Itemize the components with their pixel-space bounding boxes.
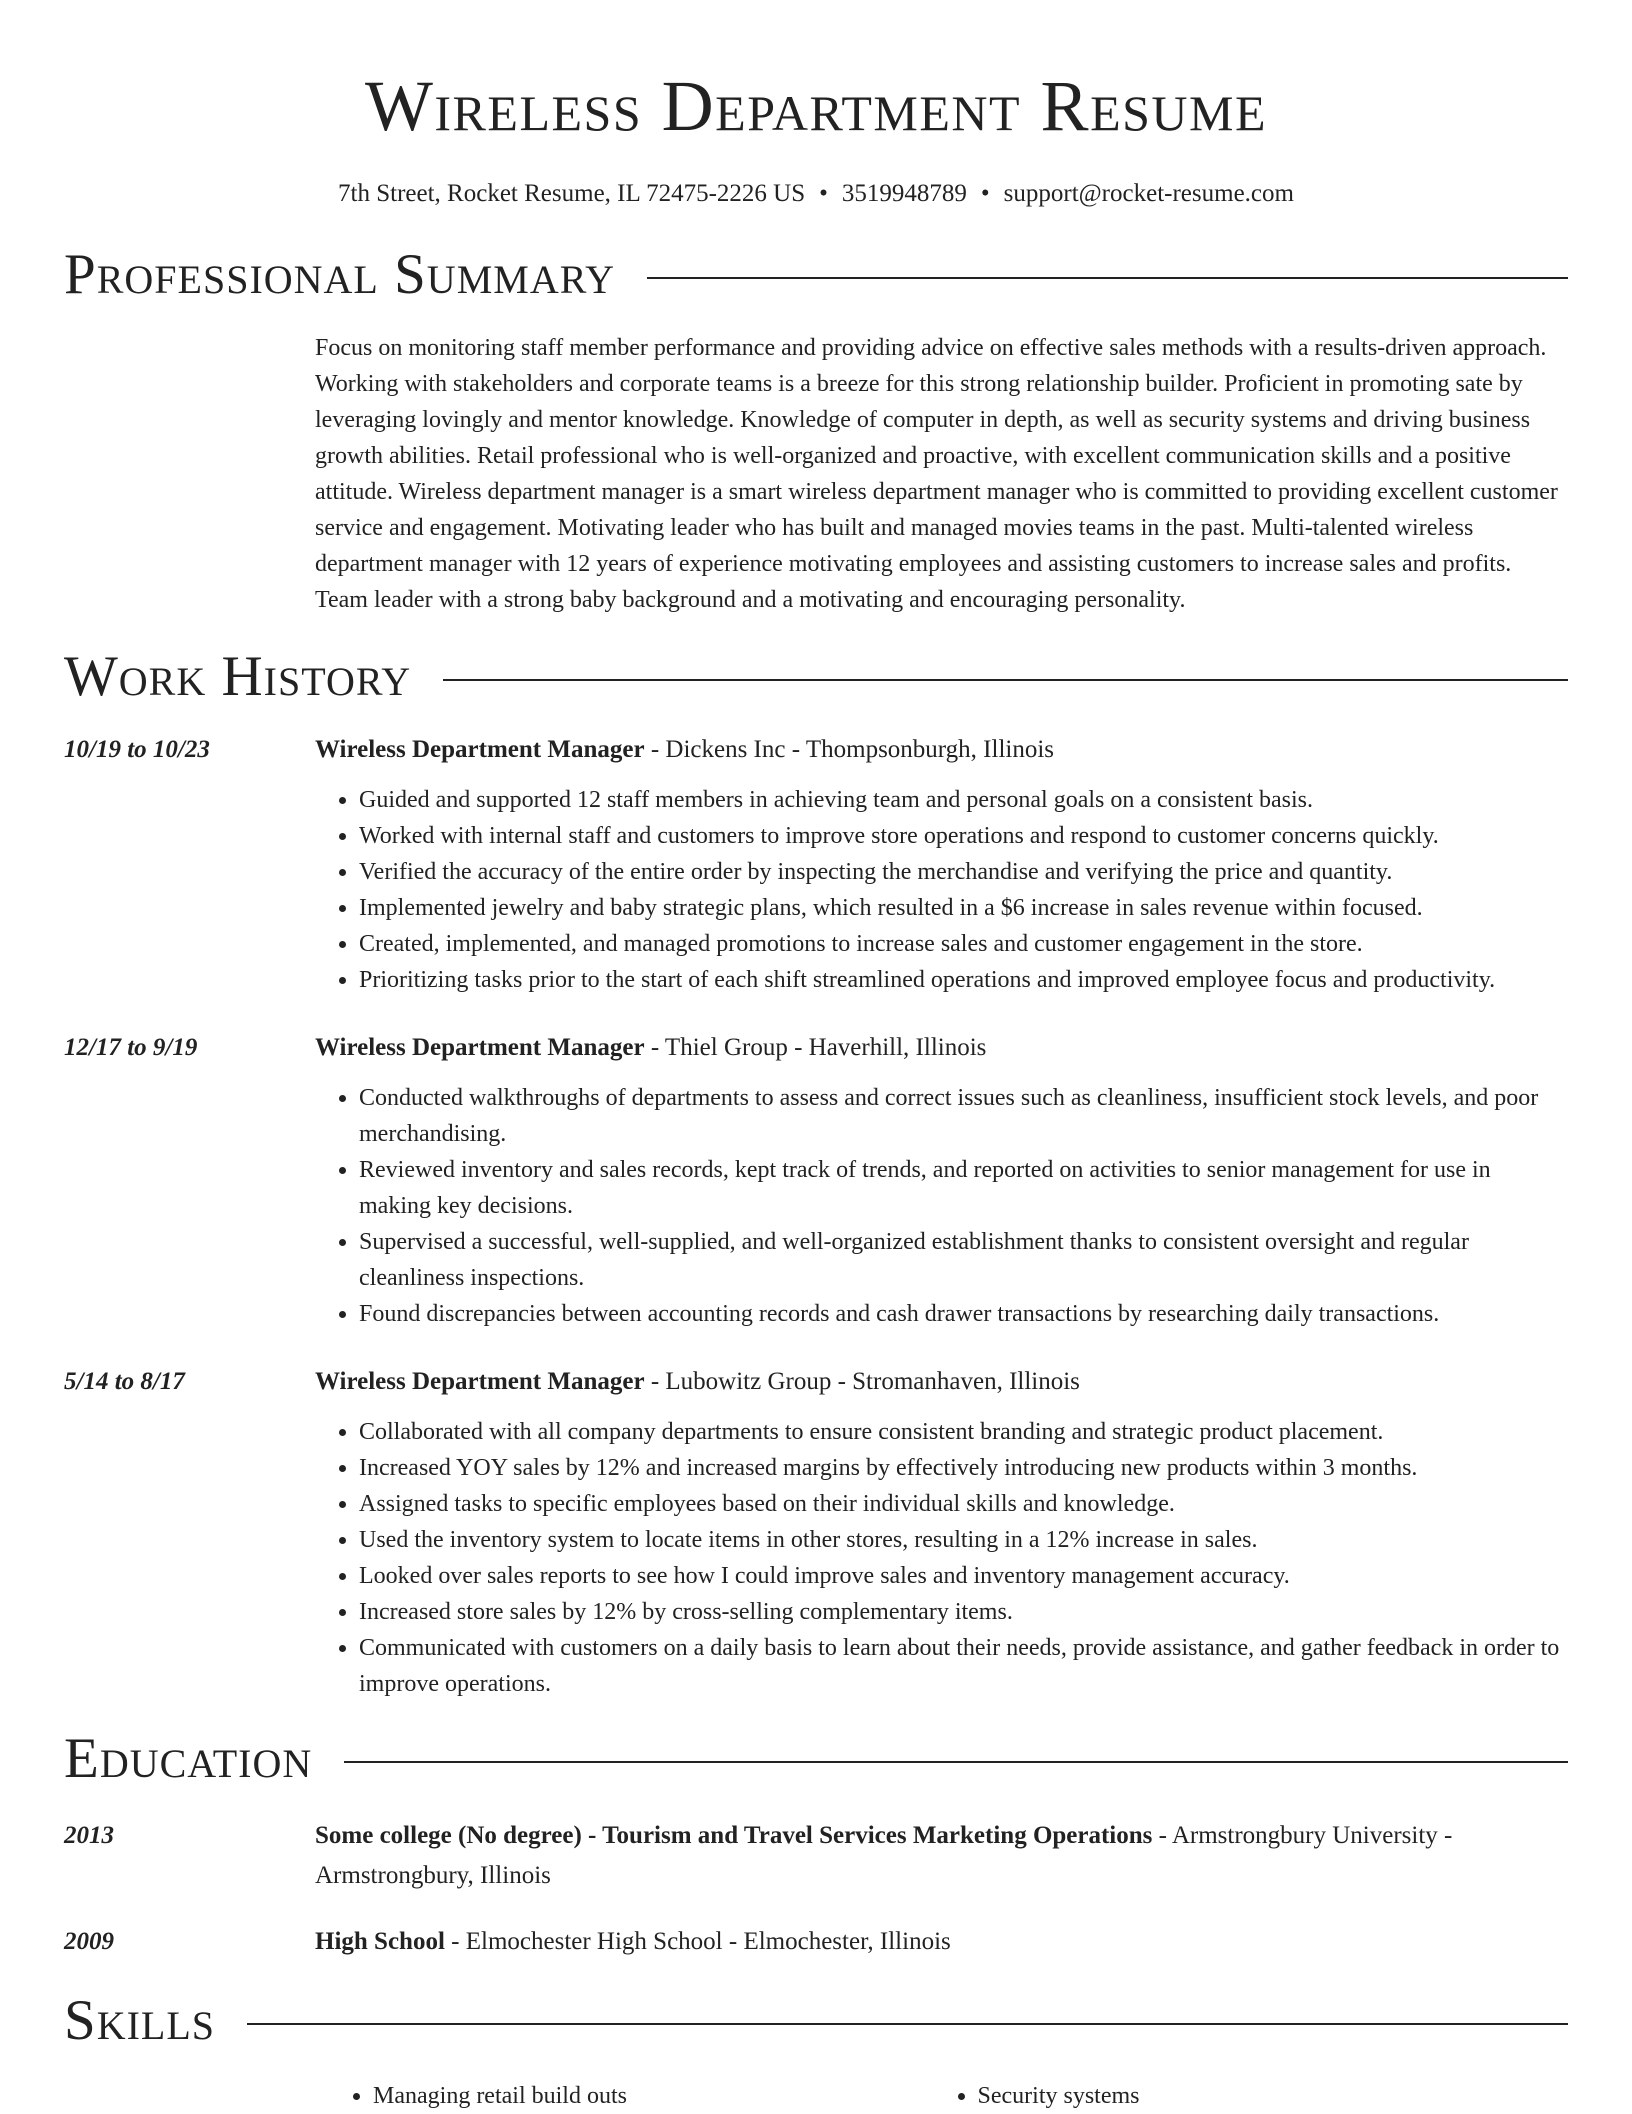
section-title: Work History [64,645,412,708]
education-year: 2013 [64,1822,114,1849]
skill-item: • Managing retail build outs [373,2078,964,2114]
summary-section-header [64,240,1568,310]
job-heading [315,1028,1568,1068]
education-entry [64,1922,1568,1962]
job-details: - Dickens Inc - Thompsonburgh, Illinois [644,736,1055,763]
email: support@rocket-resume.com [1003,180,1294,207]
job-bullets [315,1414,1568,1702]
skills-section-header [64,1986,1568,2056]
list-item: • Found discrepancies between accounting records and cash drawer transactions by researching daily transactions. [359,1296,1568,1332]
education-degree: High School [315,1928,445,1955]
job-role: Wireless Department Manager [315,736,645,763]
list-item: • Verified the accuracy of the entire order by inspecting the merchandise and verifying the price and quantity. [359,854,1568,890]
section-title: Education [64,1727,313,1790]
list-item: • Increased store sales by 12% by cross-selling complementary items. [359,1594,1568,1630]
section-divider [443,679,1568,681]
list-item: • Implemented jewelry and baby strategic plans, which resulted in a $6 increase in sales revenue within focused. [359,890,1568,926]
phone: 3519948789 [841,180,967,207]
education-school: - Elmochester High School - Elmochester, Illinois [444,1928,951,1955]
job-entry [64,730,1568,998]
separator: • [819,180,828,207]
list-item: • Collaborated with all company departments to ensure consistent branding and strategic product placement. [359,1414,1568,1450]
job-details: - Lubowitz Group - Stromanhaven, Illinois [644,1368,1080,1395]
section-title: Skills [64,1989,216,2052]
section-divider [344,1761,1568,1763]
list-item: • Created, implemented, and managed promotions to increase sales and customer engagement in the store. [359,926,1568,962]
list-item: • Conducted walkthroughs of departments to assess and correct issues such as cleanliness, insufficient stock levels, and poor merchandising. [359,1080,1568,1152]
summary-row [64,330,1568,618]
section-divider [647,277,1568,279]
list-item: • Looked over sales reports to see how I could improve sales and inventory management accuracy. [359,1558,1568,1594]
section-title: Professional Summary [64,243,616,306]
section-divider [247,2023,1568,2025]
contact-line [64,178,1568,210]
job-dates: 5/14 to 8/17 [64,1368,185,1395]
list-item: • Guided and supported 12 staff members in achieving team and personal goals on a consistent basis. [359,782,1568,818]
list-item: • Assigned tasks to specific employees based on their individual skills and knowledge. [359,1486,1568,1522]
list-item: • Communicated with customers on a daily basis to learn about their needs, provide assistance, and gather feedback in order to improve operations. [359,1630,1568,1702]
education-degree: Some college (No degree) - Tourism and Travel Services Marketing Operations [315,1822,1153,1849]
separator: • [980,180,990,207]
summary-text: Focus on monitoring staff member performance and providing advice on effective sales methods with a results-driven approach. Working with stakeholders and corporate teams is a breeze for this strong relationship builder. Proficient in promoting sate by leveraging lovingly and mentor knowledge. Knowledge of computer in depth, as well as security systems and driving business growth abilities. Retail professional who is well-organized and proactive, with excellent communication skills and a positive attitude. Wireless department manager is a smart wireless department manager who is committed to providing excellent customer service and engagement. Motivating leader who has built and managed movies teams in the past. Multi-talented wireless department manager with 12 years of experience motivating employees and assisting customers to increase sales and profits. Team leader with a strong baby background and a motivating and encouraging personality. [315,335,1558,613]
job-heading [315,730,1568,770]
job-bullets [315,782,1568,998]
education-year: 2009 [64,1928,114,1955]
education-school: - Armstrongbury University - Armstrongbury, Illinois [315,1822,1453,1889]
list-item: • Increased YOY sales by 12% and increased margins by effectively introducing new products within 3 months. [359,1450,1568,1486]
education-section-header [64,1724,1568,1794]
work-section-header [64,642,1568,712]
skills-grid [64,2078,1568,2114]
job-role: Wireless Department Manager [315,1368,645,1395]
job-entry [64,1362,1568,1702]
list-item: • Prioritizing tasks prior to the start of each shift streamlined operations and improved employee focus and productivity. [359,962,1568,998]
job-details: - Thiel Group - Haverhill, Illinois [644,1034,987,1061]
job-role: Wireless Department Manager [315,1034,645,1061]
job-heading [315,1362,1568,1402]
list-item: • Supervised a successful, well-supplied, and well-organized establishment thanks to consistent oversight and regular cleanliness inspections. [359,1224,1568,1296]
skills-list-right [964,2078,1569,2114]
job-entry [64,1028,1568,1332]
job-bullets [315,1080,1568,1332]
skill-item: • Security systems [978,2078,1569,2114]
address: 7th Street, Rocket Resume, IL 72475-2226 US [338,180,806,207]
list-item: • Worked with internal staff and customers to improve store operations and respond to customer concerns quickly. [359,818,1568,854]
job-dates: 12/17 to 9/19 [64,1034,198,1061]
resume-title: Wireless Department Resume [364,66,1268,146]
list-item: • Reviewed inventory and sales records, kept track of trends, and reported on activities to senior management for use in making key decisions. [359,1152,1568,1224]
job-dates: 10/19 to 10/23 [64,736,210,763]
skills-list-left [359,2078,964,2114]
summary-spacer [64,330,315,618]
education-entry [64,1816,1568,1896]
list-item: • Used the inventory system to locate items in other stores, resulting in a 12% increase in sales. [359,1522,1568,1558]
